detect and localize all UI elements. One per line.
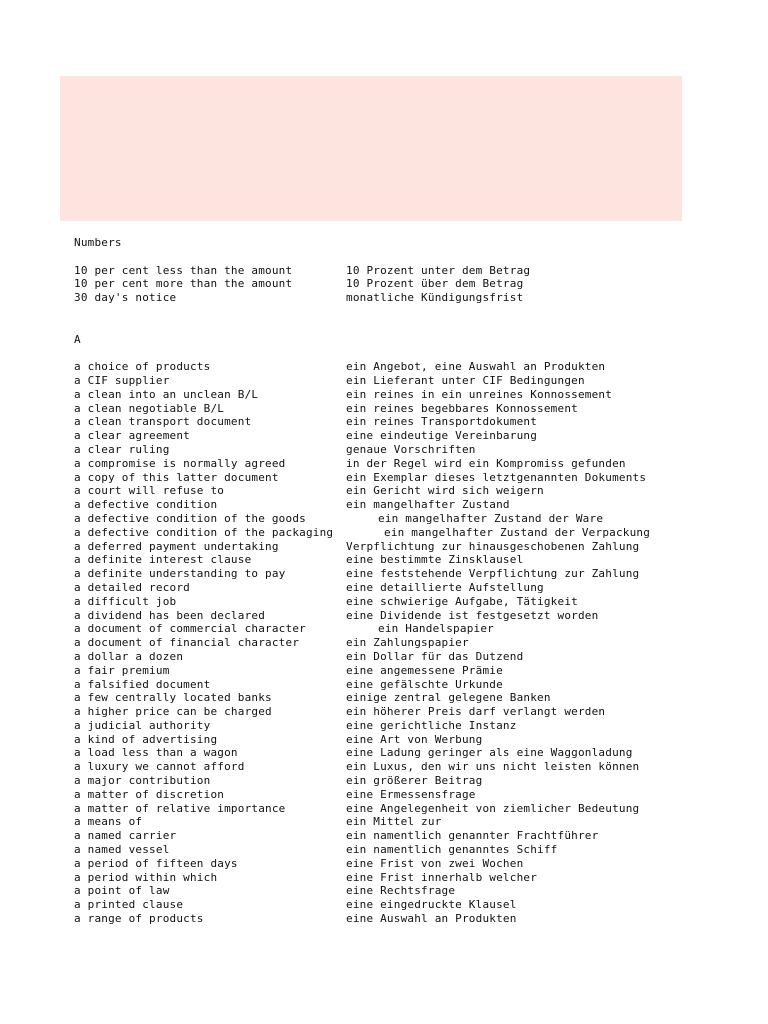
glossary-entry <box>74 622 734 636</box>
glossary-entry <box>74 581 734 595</box>
glossary-entry <box>74 374 734 388</box>
english-term: a clean transport document <box>74 415 252 429</box>
english-term: a deferred payment undertaking <box>74 539 279 553</box>
german-translation: ein Gericht wird sich weigern <box>346 484 544 498</box>
english-term: a definite interest clause <box>74 553 252 567</box>
english-term: a difficult job <box>74 594 177 608</box>
glossary-entry <box>74 719 734 733</box>
glossary-entry <box>74 871 734 885</box>
english-term: a few centrally located banks <box>74 691 272 705</box>
english-term: a copy of this latter document <box>74 470 279 484</box>
german-translation: in der Regel wird ein Kompromiss gefunden <box>346 456 626 470</box>
glossary-entry <box>74 402 734 416</box>
english-term: a matter of relative importance <box>74 801 286 815</box>
header-banner <box>60 76 682 221</box>
german-translation: eine gerichtliche Instanz <box>346 718 517 732</box>
english-term: a defective condition of the goods <box>74 511 306 525</box>
german-translation: eine Auswahl an Produkten <box>346 912 517 926</box>
german-translation: eine eingedruckte Klausel <box>346 898 517 912</box>
spacer <box>74 346 734 360</box>
german-translation: genaue Vorschriften <box>346 442 476 456</box>
spacer <box>74 305 734 333</box>
english-term: a dollar a dozen <box>74 649 184 663</box>
german-translation: eine schwierige Aufgabe, Tätigkeit <box>346 594 578 608</box>
english-term: a choice of products <box>74 360 211 374</box>
english-term: a named carrier <box>74 829 177 843</box>
glossary-entry <box>74 567 734 581</box>
german-translation: eine eindeutige Vereinbarung <box>346 429 538 443</box>
german-translation: ein Angebot, eine Auswahl an Produkten <box>346 360 606 374</box>
glossary-entry <box>74 678 734 692</box>
german-translation: eine Frist innerhalb welcher <box>346 870 538 884</box>
english-term: a fair premium <box>74 663 170 677</box>
english-term: a printed clause <box>74 898 184 912</box>
german-translation: ein größerer Beitrag <box>346 774 483 788</box>
german-translation: ein mangelhafter Zustand der Verpackung <box>384 525 651 539</box>
german-translation: ein Exemplar dieses letztgenannten Dokuments <box>346 470 647 484</box>
glossary-entry <box>74 746 734 760</box>
german-translation: ein Handelspapier <box>378 622 494 636</box>
glossary-entry <box>74 277 734 291</box>
english-term: a luxury we cannot afford <box>74 760 245 774</box>
glossary-entry <box>74 788 734 802</box>
german-translation: eine feststehende Verpflichtung zur Zahlung <box>346 567 640 581</box>
english-term: a named vessel <box>74 843 170 857</box>
english-term: a matter of discretion <box>74 787 225 801</box>
english-term: a clear ruling <box>74 442 170 456</box>
english-term: a court will refuse to <box>74 484 225 498</box>
german-translation: eine Ermessensfrage <box>346 787 476 801</box>
german-translation: 10 Prozent über dem Betrag <box>346 277 524 291</box>
german-translation: 10 Prozent unter dem Betrag <box>346 263 531 277</box>
german-translation: ein reines begebbares Konnossement <box>346 401 578 415</box>
english-term: a defective condition <box>74 498 218 512</box>
english-term: a judicial authority <box>74 718 211 732</box>
english-term: a clear agreement <box>74 429 190 443</box>
glossary-entry <box>74 291 734 305</box>
glossary-entry <box>74 484 734 498</box>
english-term: a point of law <box>74 884 170 898</box>
glossary-entry <box>74 471 734 485</box>
glossary-entry <box>74 705 734 719</box>
english-term: a higher price can be charged <box>74 705 272 719</box>
english-term: a clean negotiable B/L <box>74 401 225 415</box>
english-term: a document of commercial character <box>74 622 306 636</box>
german-translation: eine bestimmte Zinsklausel <box>346 553 524 567</box>
glossary-entry <box>74 857 734 871</box>
english-term: a period of fifteen days <box>74 856 238 870</box>
glossary-document <box>74 236 734 926</box>
english-term: a document of financial character <box>74 636 300 650</box>
english-term: a major contribution <box>74 774 211 788</box>
german-translation: ein höherer Preis darf verlangt werden <box>346 705 606 719</box>
glossary-entry <box>74 733 734 747</box>
german-translation: monatliche Kündigungsfrist <box>346 291 524 305</box>
glossary-entry <box>74 360 734 374</box>
glossary-entry <box>74 774 734 788</box>
german-translation: eine Ladung geringer als eine Waggonladung <box>346 746 633 760</box>
glossary-entry <box>74 829 734 843</box>
german-translation: ein Lieferant unter CIF Bedingungen <box>346 373 585 387</box>
english-term: 30 day's notice <box>74 291 177 305</box>
glossary-entry <box>74 429 734 443</box>
german-translation: ein Luxus, den wir uns nicht leisten können <box>346 760 640 774</box>
glossary-entry <box>74 512 734 526</box>
english-term: 10 per cent more than the amount <box>74 277 293 291</box>
glossary-entry <box>74 815 734 829</box>
english-term: a clean into an unclean B/L <box>74 387 259 401</box>
english-term: a period within which <box>74 870 218 884</box>
english-term: a definite understanding to pay <box>74 567 286 581</box>
glossary-entry <box>74 595 734 609</box>
german-translation: eine Dividende ist festgesetzt worden <box>346 608 599 622</box>
german-translation: eine Frist von zwei Wochen <box>346 856 524 870</box>
section-heading-numbers: Numbers <box>74 236 122 249</box>
german-translation: eine Rechtsfrage <box>346 884 456 898</box>
glossary-entry <box>74 843 734 857</box>
glossary-entry <box>74 540 734 554</box>
german-translation: ein mangelhafter Zustand der Ware <box>378 511 604 525</box>
german-translation: einige zentral gelegene Banken <box>346 691 551 705</box>
german-translation: ein Mittel zur <box>346 815 442 829</box>
glossary-entry <box>74 553 734 567</box>
glossary-entry <box>74 443 734 457</box>
german-translation: ein Dollar für das Dutzend <box>346 649 524 663</box>
german-translation: ein reines Transportdokument <box>346 415 538 429</box>
english-term: a detailed record <box>74 580 190 594</box>
english-term: a compromise is normally agreed <box>74 456 286 470</box>
german-translation: ein namentlich genannter Frachtführer <box>346 829 599 843</box>
glossary-entry <box>74 884 734 898</box>
glossary-entry <box>74 415 734 429</box>
english-term: a range of products <box>74 912 204 926</box>
glossary-entry <box>74 898 734 912</box>
english-term: a means of <box>74 815 143 829</box>
german-translation: eine angemessene Prämie <box>346 663 503 677</box>
glossary-entry <box>74 760 734 774</box>
glossary-entry <box>74 636 734 650</box>
glossary-entry <box>74 388 734 402</box>
glossary-entry <box>74 526 734 540</box>
german-translation: eine gefälschte Urkunde <box>346 677 503 691</box>
glossary-entry <box>74 664 734 678</box>
english-term: a falsified document <box>74 677 211 691</box>
glossary-entry <box>74 457 734 471</box>
german-translation: ein reines in ein unreines Konnossement <box>346 387 613 401</box>
english-term: 10 per cent less than the amount <box>74 263 293 277</box>
glossary-entry <box>74 650 734 664</box>
german-translation: ein namentlich genanntes Schiff <box>346 843 558 857</box>
english-term: a load less than a wagon <box>74 746 238 760</box>
spacer <box>74 250 734 264</box>
german-translation: eine detaillierte Aufstellung <box>346 580 544 594</box>
glossary-entry <box>74 609 734 623</box>
glossary-entry <box>74 912 734 926</box>
english-term: a dividend has been declared <box>74 608 266 622</box>
english-term: a CIF supplier <box>74 373 170 387</box>
glossary-entry <box>74 498 734 512</box>
glossary-entry <box>74 691 734 705</box>
german-translation: ein Zahlungspapier <box>346 636 469 650</box>
glossary-entry <box>74 264 734 278</box>
german-translation: ein mangelhafter Zustand <box>346 498 510 512</box>
section-heading-a: A <box>74 332 81 346</box>
german-translation: eine Angelegenheit von ziemlicher Bedeutung <box>346 801 640 815</box>
glossary-entry <box>74 802 734 816</box>
german-translation: Verpflichtung zur hinausgeschobenen Zahlung <box>346 539 640 553</box>
german-translation: eine Art von Werbung <box>346 732 483 746</box>
english-term: a defective condition of the packaging <box>74 525 334 539</box>
english-term: a kind of advertising <box>74 732 218 746</box>
a-entries <box>74 360 734 926</box>
numbers-entries <box>74 264 734 305</box>
